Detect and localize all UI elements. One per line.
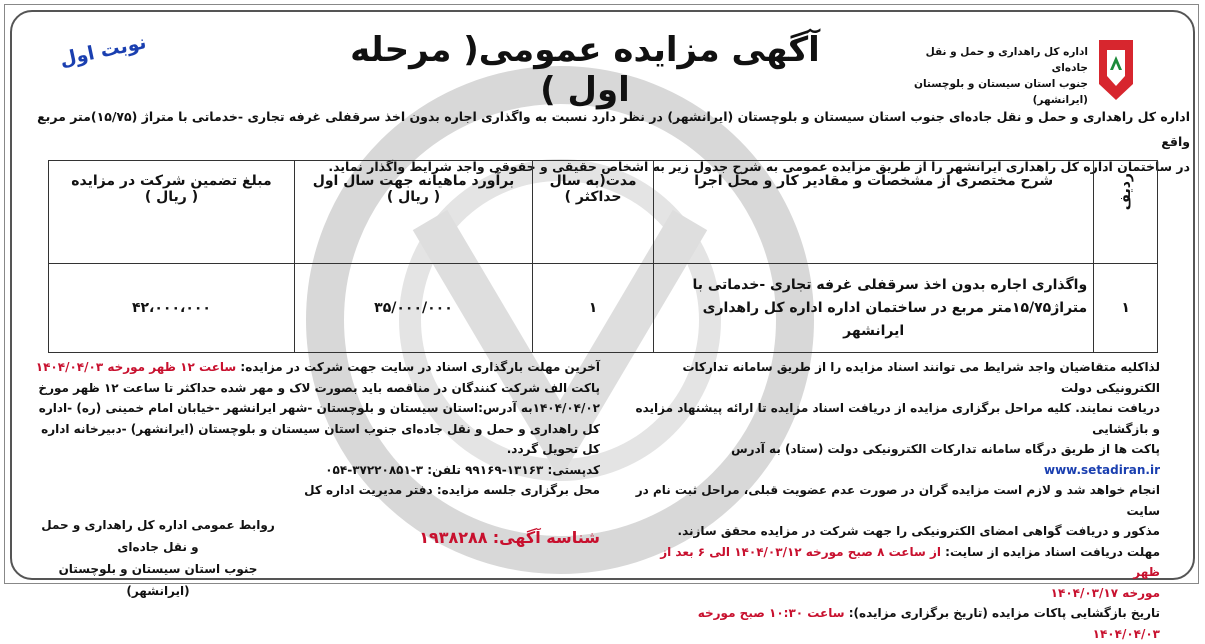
cell-duration: ۱ bbox=[533, 264, 654, 353]
table-row bbox=[49, 264, 1158, 353]
road-maintenance-logo-icon bbox=[1095, 36, 1137, 104]
cell-row-number: ۱ bbox=[1094, 264, 1158, 353]
header-description: شرح مختصری از مشخصات و مقادیر کار و محل اجرا bbox=[654, 161, 1094, 264]
contact-info: کدپستی: ۱۳۱۶۳-۹۹۱۶۹ تلفن: ۳-۳۷۲۲۰۸۵۱-۰۵۴ bbox=[325, 462, 600, 477]
cell-description: واگذاری اجاره بدون اخذ سرقفلی غرفه تجاری -خدماتی با متراژ۱۵/۷۵متر مربع در ساختمان اداره اداره کل راهداری ایرانشهر bbox=[654, 264, 1094, 353]
org-line-1: اداره کل راهداری و حمل و نقل جاده‌ای bbox=[925, 46, 1088, 74]
auction-table bbox=[48, 160, 1158, 353]
table-header-row bbox=[49, 161, 1158, 264]
organization-name bbox=[898, 44, 1088, 108]
conditions-right-column: لذاکلیه متقاضیان واجد شرایط می توانند اسناد مزایده را از طریق سامانه تدارکات الکترونیکی دولت دریافت نمایند. کلیه مراحل برگزاری مزایده از دریافت اسناد مزایده تا ارائه پیشنهاد مزایده و بازگشایی پاکت ها از طریق درگاه سامانه تدارکات الکترونیکی دولت (ستاد) به آدرس www.setadiran.ir انجام خواهد شد و لازم است مزایده گران در صورت عدم عضویت قبلی، مراحل ثبت نام در سایت مذکور و دریافت گواهی امضای الکترونیکی را جهت شرکت در مزایده محقق سازند. مهلت دریافت اسناد مزایده از سایت: از ساعت ۸ صبح مورخه ۱۴۰۴/۰۳/۱۲ الی ۶ بعد از ظهر مورخه ۱۴۰۴/۰۳/۱۷ تاریخ بازگشایی پاکات مزایده (تاریخ برگزاری مزایده): ساعت ۱۰:۳۰ صبح مورخه ۱۴۰۴/۰۴/۰۳ bbox=[635, 360, 1160, 641]
header-monthly-estimate: برآورد ماهیانه جهت سال اول ( ریال ) bbox=[294, 161, 532, 264]
notice-id: شناسه آگهی: ۱۹۳۸۲۸۸ bbox=[419, 528, 600, 547]
document-deadline: از ساعت ۸ صبح مورخه ۱۴۰۴/۰۳/۱۲ الی ۶ بعد از ظهر bbox=[660, 544, 1160, 579]
meeting-location: محل برگزاری جلسه مزایده: دفتر مدیریت اداره کل bbox=[304, 483, 600, 497]
header-row-number: ردیف bbox=[1094, 161, 1158, 264]
opening-date: ساعت ۱۰:۳۰ صبح مورخه ۱۴۰۴/۰۴/۰۳ bbox=[697, 606, 1160, 641]
intro-line-1: اداره کل راهداری و حمل و نقل جاده‌ای جنوب استان سیستان و بلوچستان (ایرانشهر) در نظر دارد نسبت به واگذاری اجاره بدون اخذ سرقفلی غرفه تجاری -خدماتی با متراژ (۱۵/۷۵)متر مربع واقع bbox=[37, 109, 1190, 149]
cell-monthly-estimate: ۳۵/۰۰۰/۰۰۰ bbox=[294, 264, 532, 353]
setadiran-link[interactable]: www.setadiran.ir bbox=[1043, 462, 1160, 477]
round-label: نوبت اول bbox=[57, 31, 149, 71]
org-line-2: جنوب استان سیستان و بلوچستان (ایرانشهر) bbox=[914, 78, 1088, 106]
upload-deadline: ساعت ۱۲ ظهر مورخه ۱۴۰۴/۰۴/۰۳ bbox=[35, 360, 237, 374]
intro-line-2: در ساختمان اداره کل راهداری ایرانشهر را از طریق مزایده عمومی به شرح جدول زیر به اشخاص حقیقی و حقوقی واجد شرایط واگذار نماید. bbox=[328, 159, 1190, 174]
conditions-left-column: آخرین مهلت بارگذاری اسناد در سایت جهت شرکت در مزایده: ساعت ۱۲ ظهر مورخه ۱۴۰۴/۰۴/۰۳ پاکت الف شرکت کنندگان در مناقصه باید بصورت لاک و مهر شده حداکثر تا ساعت ۱۲ ظهر مورخ ۱۴۰۴/۰۴/۰۲به آدرس:استان سیستان و بلوچستان -شهر ایرانشهر -خیابان امام خمینی (ره) -اداره کل راهداری و حمل و نقل جاده‌ای جنوب استان سیستان و بلوچستان (ایرانشهر) -دبیرخانه اداره کل تحویل گردد. کدپستی: ۱۳۱۶۳-۹۹۱۶۹ تلفن: ۳-۳۷۲۲۰۸۵۱-۰۵۴ محل برگزاری جلسه مزایده: دفتر مدیریت اداره کل bbox=[30, 357, 600, 501]
public-relations-signature: روابط عمومی اداره کل راهداری و حمل و نقل جاده‌ای جنوب استان سیستان و بلوچستان (ایرانشهر) bbox=[41, 518, 275, 598]
page-title: آگهی مزایده عمومی( مرحله اول ) bbox=[350, 30, 820, 110]
header-guarantee-amount: مبلغ تضمین شرکت در مزایده ( ریال ) bbox=[49, 161, 295, 264]
cell-guarantee-amount: ۴۲،۰۰۰،۰۰۰ bbox=[49, 264, 295, 353]
header-duration: مدت(به سال حداکثر ) bbox=[533, 161, 654, 264]
